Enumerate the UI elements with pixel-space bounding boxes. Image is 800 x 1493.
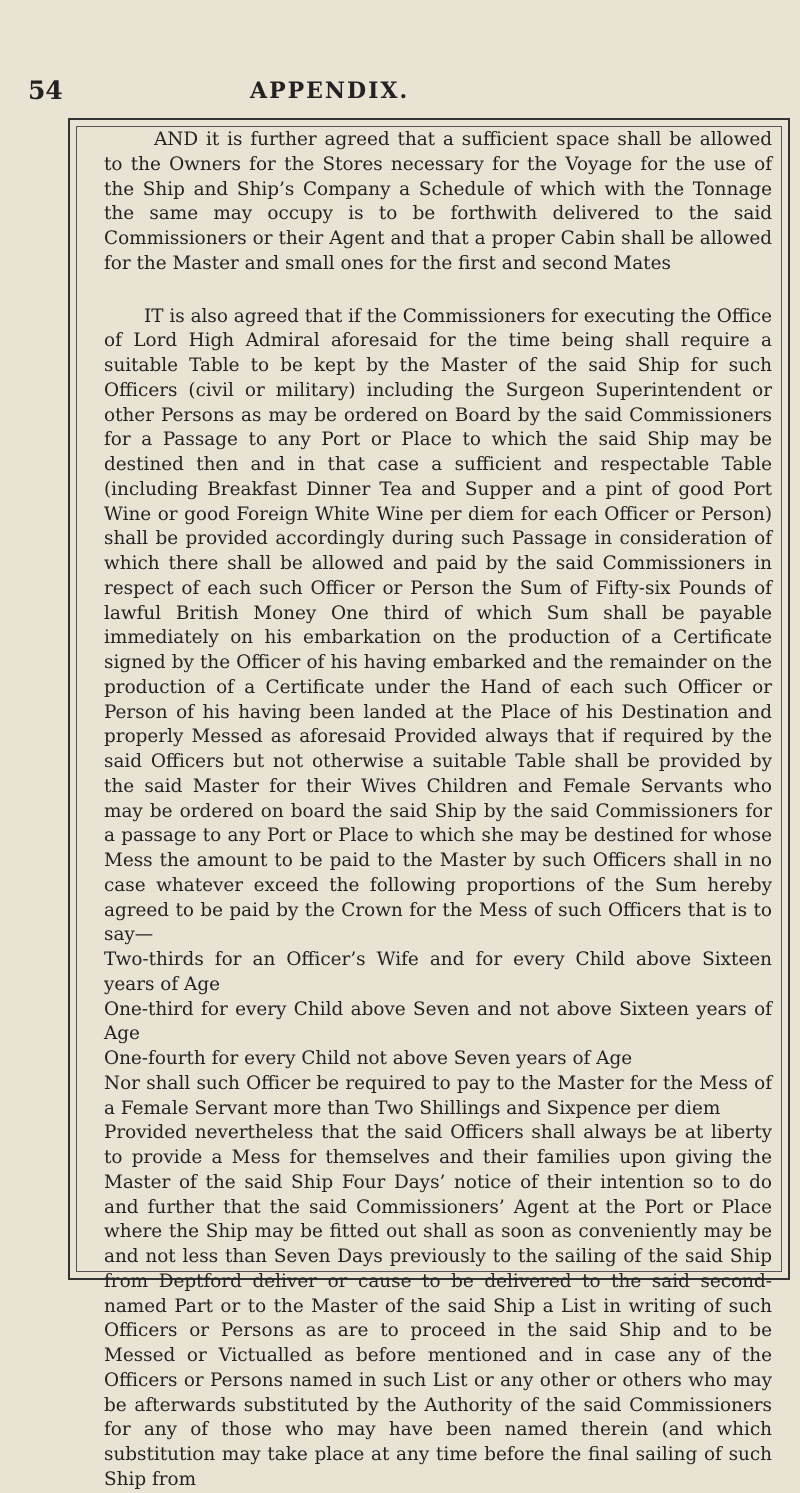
proportion-child-under-seven: One-fourth for every Child not above Seven years of Age xyxy=(104,1048,633,1069)
paragraph-table: IT is also agreed that if the Commissioners for executing the Office of Lord High Admiral aforesaid for the time being shall require a suitable Table to be kept by the Master of the said Ship for such Officers (civil or military) including the Surgeon Superintendent or other Persons as may be ordered on Board by the said Commissioners for a Passage to any Port or Place to which the said Ship may be destined then and in that case a sufficient and respectable Table (including Breakfast Dinner Tea and Supper and a pint of good Port Wine or good Foreign White Wine per diem for each Officer or Person) shall be provided accordingly during such Passage in consideration of which there shall be allowed and paid by the said Commissioners in respect of each such Officer or Person the Sum of Fifty-six Pounds of lawful British Money One third of which Sum shall be payable immediately on his embarkation on the production of a Certificate signed by the Officer of his having embarked and the remainder on the production of a Certificate under the Hand of each such Officer or Person of his having been landed at the Place of his Destination and properly Messed as aforesaid Provided always that if required by the said Officers but not otherwise a suitable Table shall be provided by the said Master for their Wives Children and Female Servants who may be ordered on board the said Ship by the said Commissioners for a passage to any Port or Place to which she may be destined for whose Mess the amount to be paid to the Master by such Officers shall in no case whatever exceed the following proportions of the Sum hereby agreed to be paid by the Crown for the Mess of such Officers that is to say— xyxy=(104,305,772,946)
running-title: APPENDIX. xyxy=(250,78,410,104)
paragraph-stores: AND it is further agreed that a sufficient space shall be allowed to the Owners for the Stores necessary for the Voyage for the use of the Ship and Ship’s Company a Schedule of which with the Tonnage the same may occupy is to be forthwith delivered to the said Commissioners or their Agent and that a proper Cabin shall be allowed for the Master and small ones for the first and second Mates xyxy=(104,129,772,274)
paragraph-proviso: Provided nevertheless that the said Officers shall always be at liberty to provide a Mess for themselves and their families upon giving the Master of the said Ship Four Days’ notice of their intention so to do and further that the said Commissioners’ Agent at the Port or Place where the Ship may be fitted out shall as soon as conveniently may be and not less than Seven Days previously to the sailing of the said Ship from Deptford deliver or cause to be delivered to the said second-named Part or to the Master of the said Ship a List in writing of such Officers or Persons as are to proceed in the said Ship and to be Messed or Victualled as before mentioned and in case any of the Officers or Persons named in such List or any other or others who may be afterwards substituted by the Authority of the said Commissioners for any of those who may have been named therein (and which substitution may take place at any time before the final sailing of such Ship from xyxy=(104,1122,772,1490)
page-number: 54 xyxy=(28,76,63,105)
body-text xyxy=(104,128,772,1493)
proportion-wife: Two-thirds for an Officer’s Wife and for every Child above Sixteen years of Age xyxy=(104,949,772,995)
page-header xyxy=(0,76,800,112)
proportion-child-seven-sixteen: One-third for every Child above Seven and not above Sixteen years of Age xyxy=(104,998,772,1045)
paragraph-female-servant: Nor shall such Officer be required to pay to the Master for the Mess of a Female Servant more than Two Shillings and Sixpence per diem xyxy=(104,1072,772,1119)
